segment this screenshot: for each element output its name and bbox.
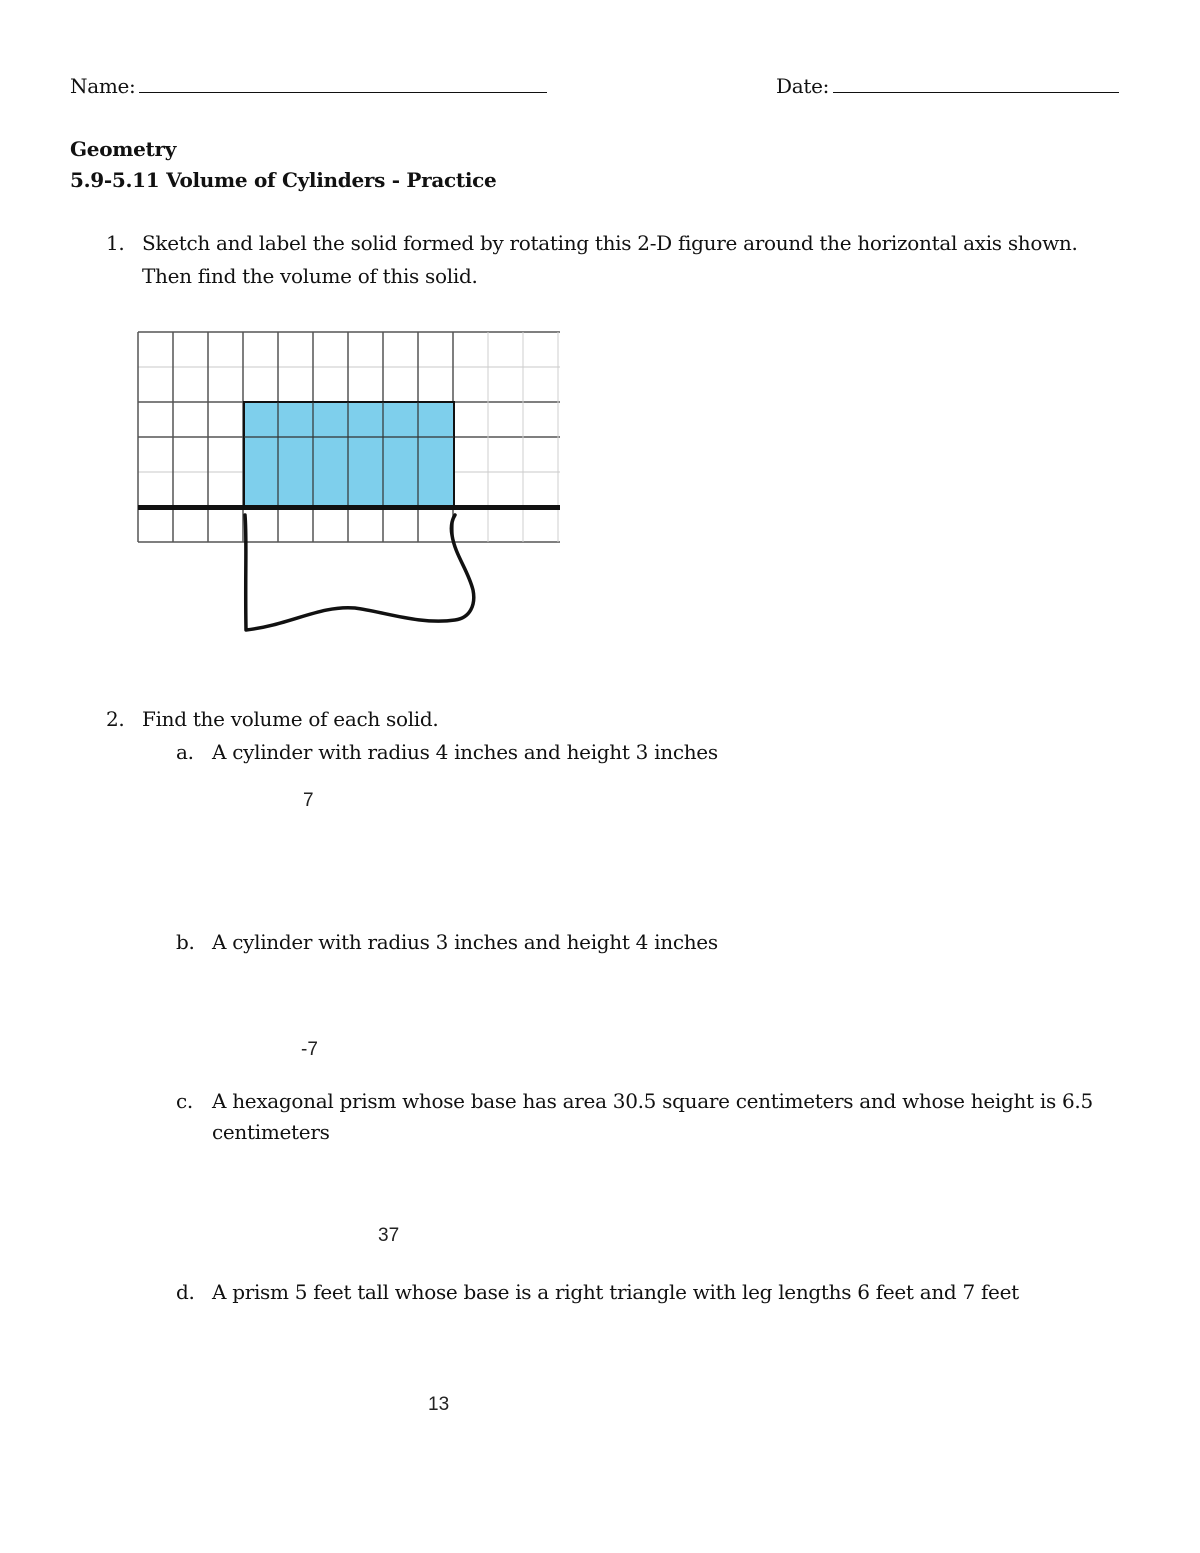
course-title: Geometry (70, 137, 177, 161)
q2b-text: A cylinder with radius 3 inches and height 4 inches (212, 930, 718, 954)
q1-text-line1: Sketch and label the solid formed by rotating this 2-D figure around the horizontal axis shown. (142, 231, 1078, 255)
q2b-answer[interactable]: -7 (301, 1039, 318, 1060)
q2d-letter: d. (176, 1280, 195, 1304)
q2b-letter: b. (176, 930, 195, 954)
q2-prompt: Find the volume of each solid. (142, 707, 439, 731)
q2d-answer[interactable]: 13 (428, 1394, 450, 1415)
q2a-answer[interactable]: 7 (303, 790, 314, 811)
rotation-figure (0, 0, 1200, 700)
q1-text-line2: Then find the volume of this solid. (142, 264, 478, 288)
q2c-letter: c. (176, 1089, 193, 1113)
q2-number: 2. (106, 707, 125, 731)
shaded-rectangle (244, 402, 454, 507)
date-label: Date: (776, 74, 830, 98)
q2a-letter: a. (176, 740, 194, 764)
lesson-title: 5.9-5.11 Volume of Cylinders - Practice (70, 168, 497, 192)
q2d-text: A prism 5 feet tall whose base is a right triangle with leg lengths 6 feet and 7 feet (212, 1280, 1019, 1304)
name-label: Name: (70, 74, 136, 98)
handwritten-sketch (245, 515, 474, 630)
q2a-text: A cylinder with radius 4 inches and height 3 inches (212, 740, 718, 764)
q1-number: 1. (106, 231, 125, 255)
q2c-text-line2: centimeters (212, 1120, 330, 1144)
q2c-answer[interactable]: 37 (378, 1225, 400, 1246)
q2c-text: A hexagonal prism whose base has area 30.5 square centimeters and whose height is 6.5 (212, 1089, 1093, 1113)
